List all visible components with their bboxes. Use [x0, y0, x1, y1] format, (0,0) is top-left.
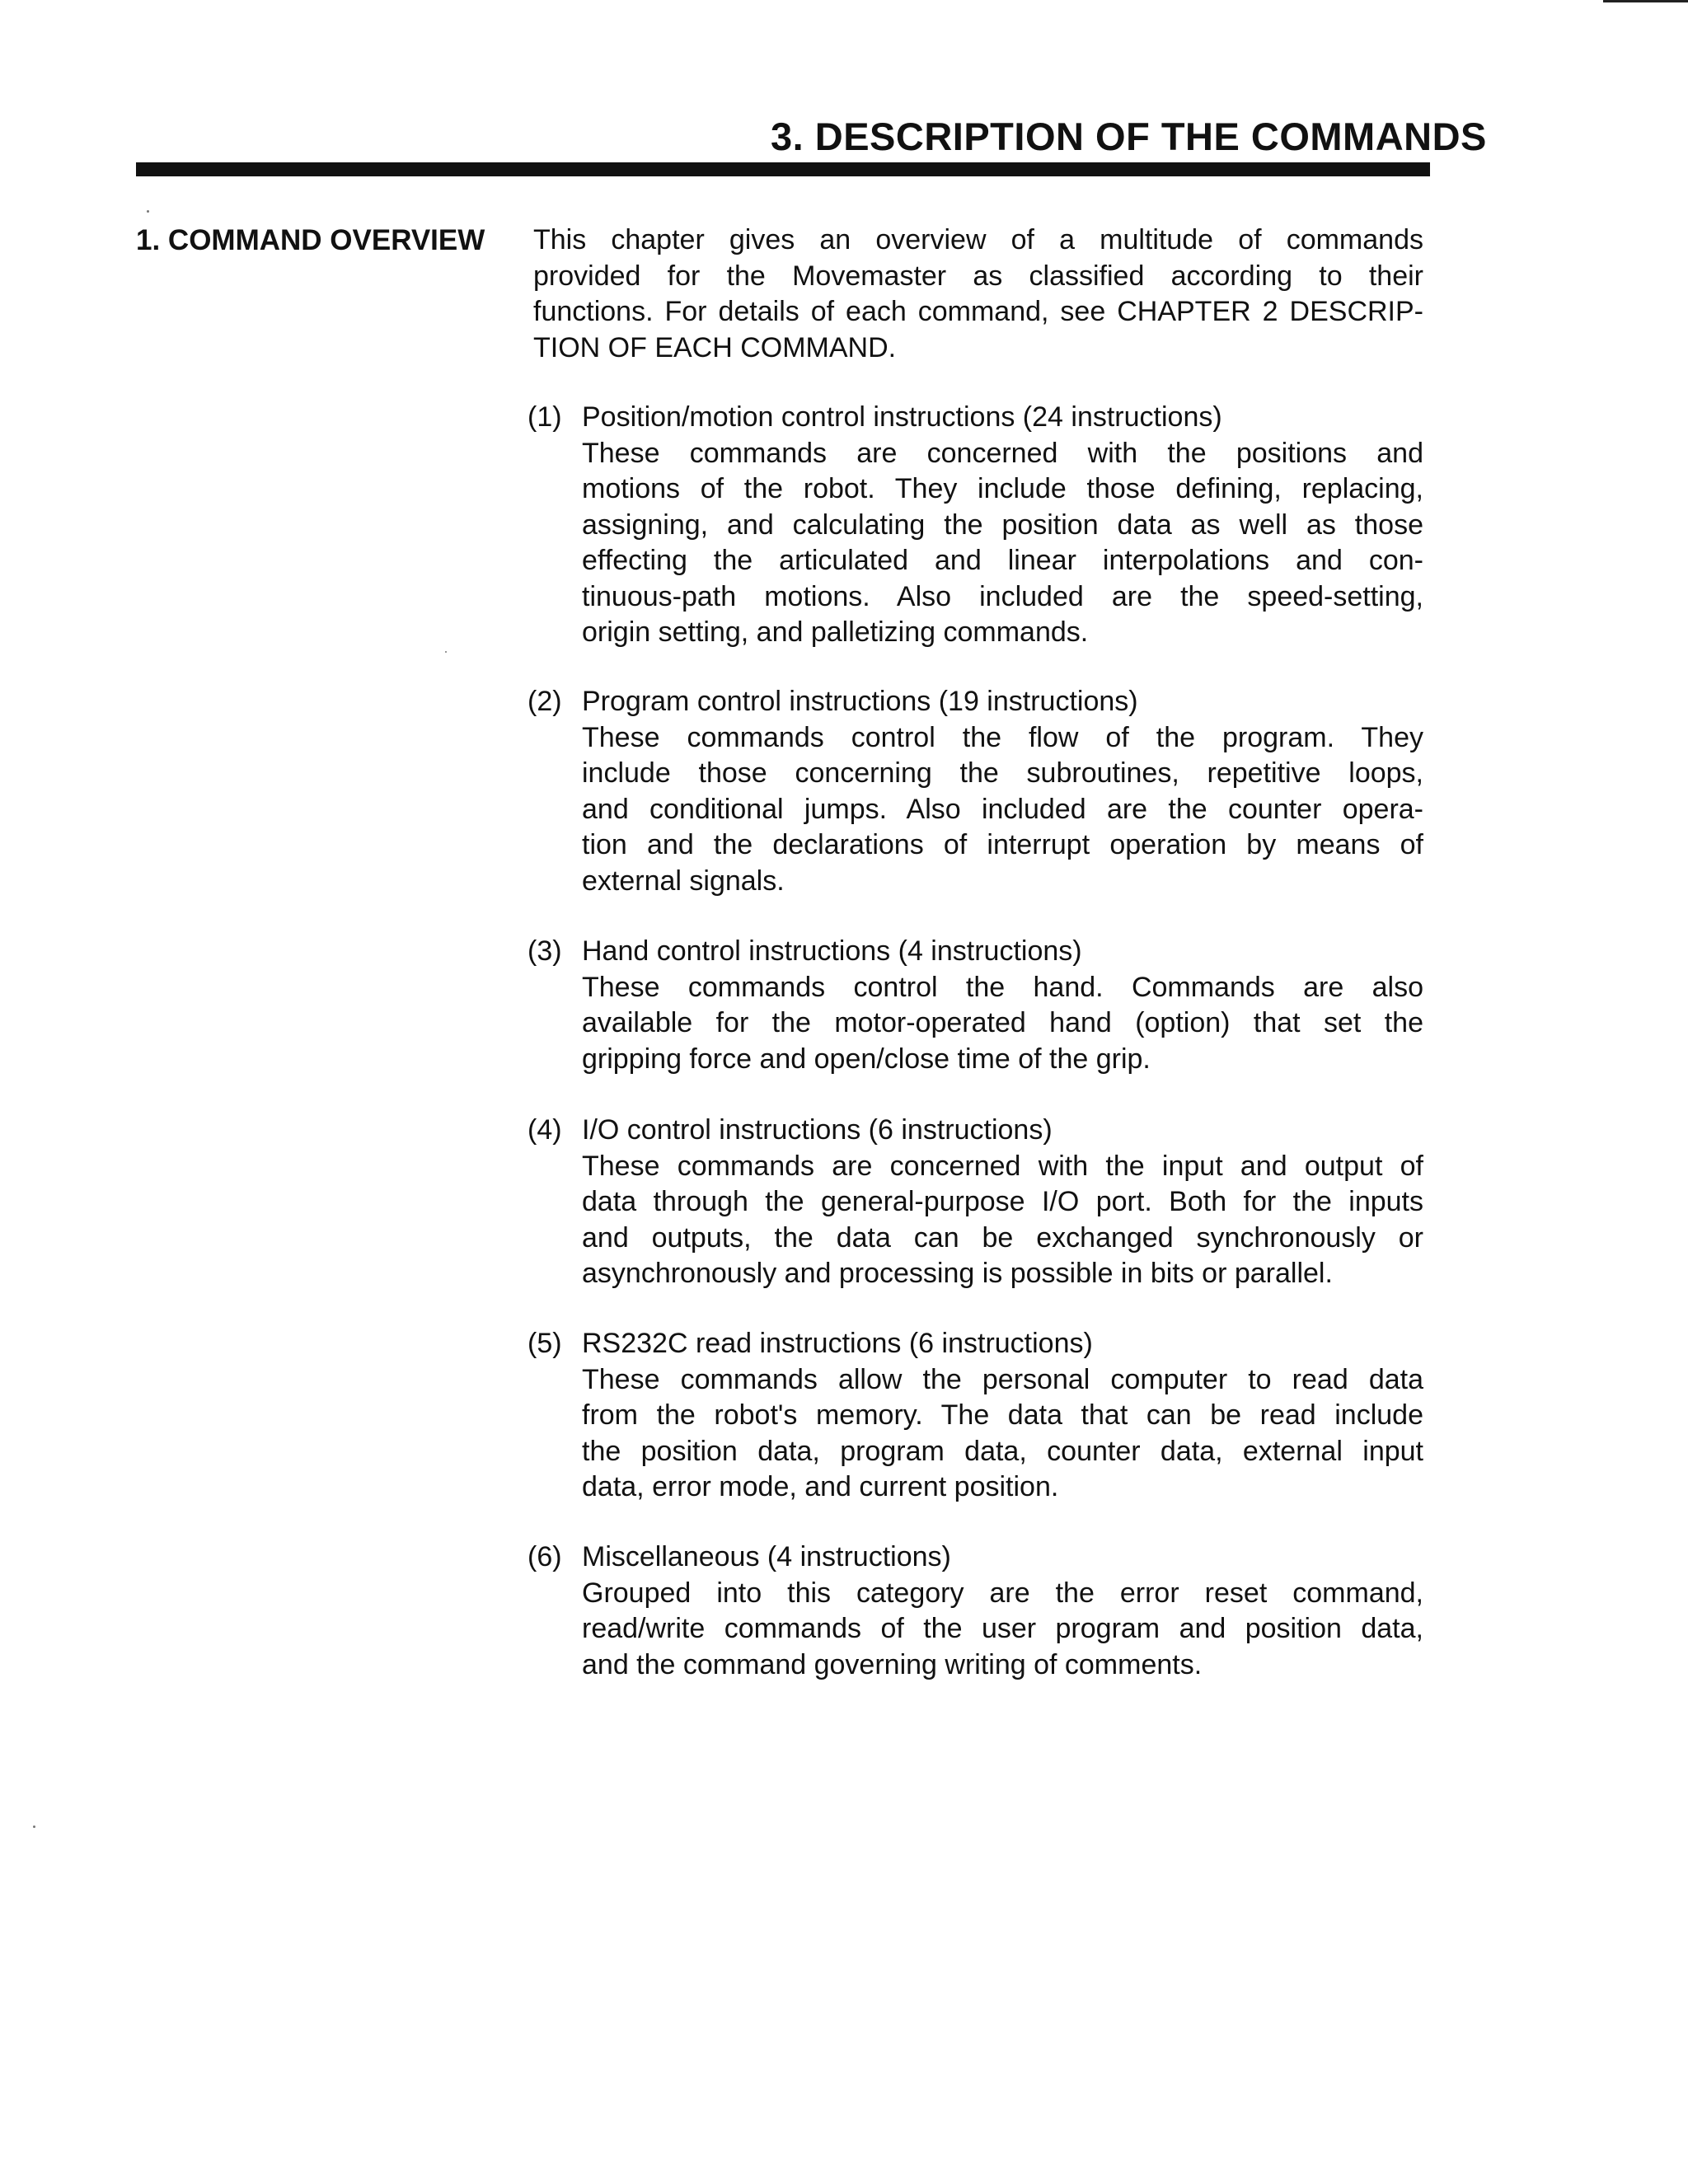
item-line: tinuous-path motions. Also included are the speed-setting,	[582, 580, 1423, 612]
item-body	[582, 1326, 1423, 1506]
item-heading: Hand control instructions (4 instructions)	[582, 935, 1082, 967]
section-heading: 1. COMMAND OVERVIEW	[136, 224, 485, 256]
item-line: external signals.	[582, 865, 785, 897]
item-number: (1)	[528, 401, 562, 433]
item-line: available for the motor-operated hand (option) that set the	[582, 1007, 1423, 1038]
item-body	[582, 684, 1423, 899]
title-rule	[136, 162, 1430, 176]
item-line: These commands are concerned with the input and output of	[582, 1150, 1423, 1182]
intro-line: TION OF EACH COMMAND.	[533, 331, 897, 363]
item-heading: Miscellaneous (4 instructions)	[582, 1541, 951, 1572]
item-line: assigning, and calculating the position data as well as those	[582, 509, 1423, 541]
item-line: asynchronously and processing is possible in bits or parallel.	[582, 1258, 1333, 1289]
intro-line: This chapter gives an overview of a multitude of commands	[533, 224, 1423, 255]
item-line: Grouped into this category are the error reset command,	[582, 1577, 1423, 1609]
item-line: These commands control the hand. Commands are also	[582, 971, 1423, 1003]
item-body	[582, 1113, 1423, 1292]
intro-line: provided for the Movemaster as classified according to their	[533, 260, 1423, 292]
scan-speck	[445, 651, 447, 653]
item-body	[582, 1540, 1423, 1683]
item-line: data, error mode, and current position.	[582, 1471, 1059, 1502]
item-line: These commands control the flow of the program. They	[582, 721, 1423, 753]
chapter-title: 3. DESCRIPTION OF THE COMMANDS	[771, 115, 1487, 158]
item-number: (2)	[528, 686, 562, 717]
item-line: and the command governing writing of comments.	[582, 1648, 1203, 1680]
item-line: effecting the articulated and linear interpolations and con-	[582, 545, 1423, 576]
item-number: (6)	[528, 1541, 562, 1572]
intro-paragraph	[533, 223, 1423, 366]
item-line: These commands are concerned with the positions and	[582, 437, 1423, 469]
item-line: gripping force and open/close time of the grip.	[582, 1043, 1151, 1075]
intro-line: functions. For details of each command, see CHAPTER 2 DESCRIP-	[533, 296, 1423, 327]
scan-speck	[33, 1825, 35, 1828]
item-heading: I/O control instructions (6 instructions)	[582, 1114, 1053, 1146]
item-line: origin setting, and palletizing commands.	[582, 616, 1089, 648]
item-line: the position data, program data, counter data, external input	[582, 1435, 1423, 1467]
item-line: and conditional jumps. Also included are the counter opera-	[582, 793, 1423, 825]
scan-speck	[147, 210, 149, 213]
item-number: (5)	[528, 1328, 562, 1359]
item-heading: Program control instructions (19 instructions)	[582, 686, 1138, 717]
item-heading: RS232C read instructions (6 instructions)	[582, 1328, 1093, 1359]
item-line: and outputs, the data can be exchanged synchronously or	[582, 1221, 1423, 1254]
item-line: These commands allow the personal computer to read data	[582, 1363, 1423, 1395]
item-line: from the robot's memory. The data that can be read include	[582, 1399, 1423, 1431]
item-heading: Position/motion control instructions (24 instructions)	[582, 401, 1222, 433]
item-number: (4)	[528, 1114, 562, 1146]
item-number: (3)	[528, 935, 562, 967]
item-line: include those concerning the subroutines, repetitive loops,	[582, 757, 1423, 789]
item-body	[582, 934, 1423, 1077]
item-line: tion and the declarations of interrupt operation by means of	[582, 829, 1423, 860]
scan-corner-mark	[1603, 0, 1688, 2]
item-line: motions of the robot. They include those defining, replacing,	[582, 473, 1423, 504]
item-body	[582, 400, 1423, 651]
item-line: read/write commands of the user program and position data,	[582, 1613, 1423, 1644]
item-line: data through the general-purpose I/O port. Both for the inputs	[582, 1186, 1423, 1217]
